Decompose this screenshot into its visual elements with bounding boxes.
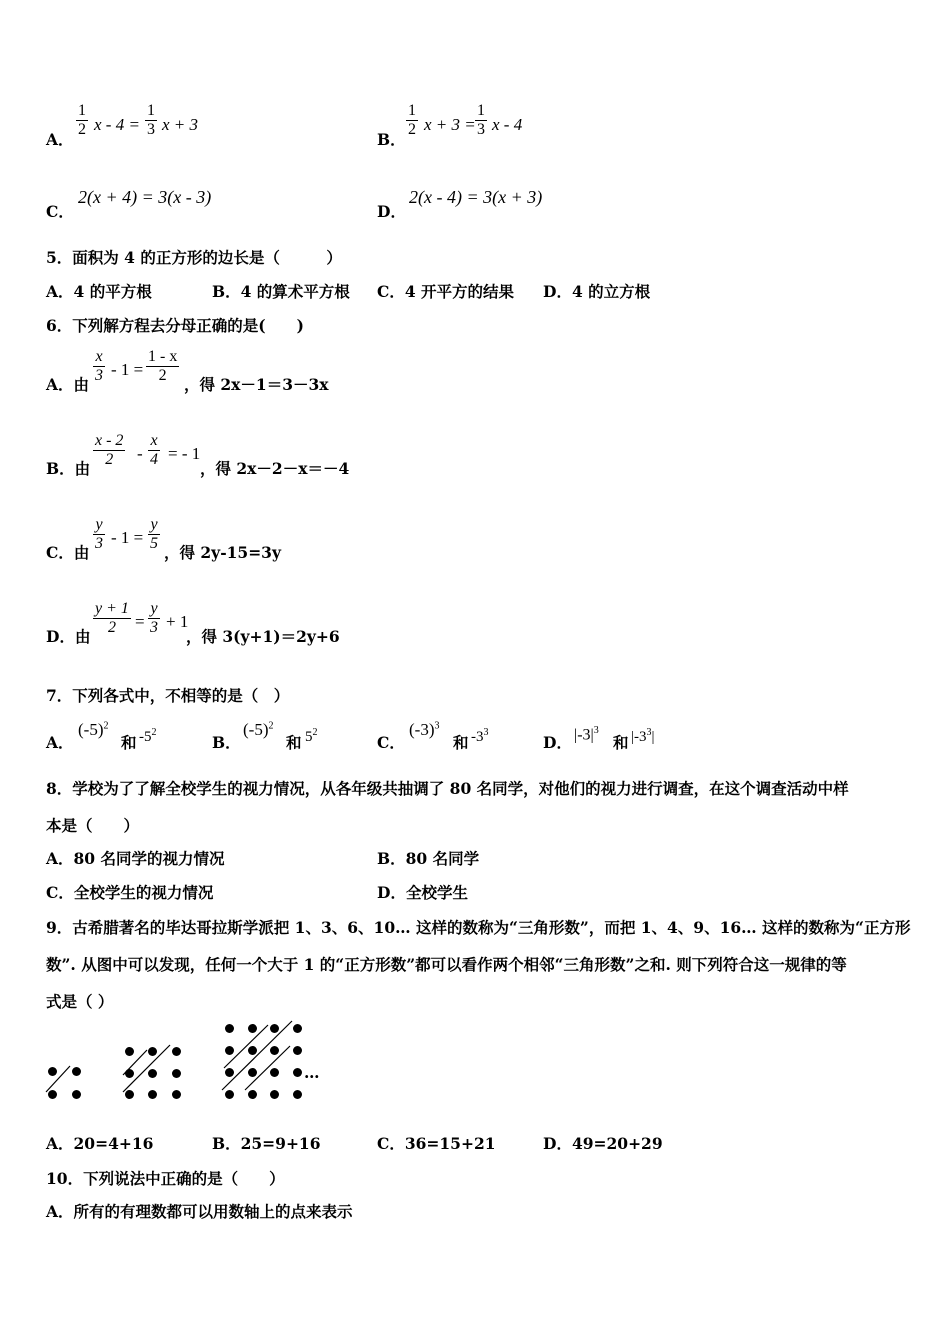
q9-option-a: A．20=4+16 bbox=[46, 1134, 154, 1153]
fraction: $\frac{1}{2}$ bbox=[408, 102, 416, 138]
q9-option-d: D．49=20+29 bbox=[543, 1134, 663, 1153]
q8-option-d: D．全校学生 bbox=[377, 883, 468, 902]
fraction: $\frac{1}{3}$ bbox=[477, 102, 485, 138]
q9-option-b: B．25=9+16 bbox=[212, 1134, 321, 1153]
q8-option-a: A．80 名同学的视力情况 bbox=[46, 849, 225, 868]
fraction: $\frac{x}{4}$ bbox=[150, 432, 158, 468]
fraction: $\frac{1}{3}$ bbox=[147, 102, 155, 138]
fraction: $\frac{1}{2}$ bbox=[78, 102, 86, 138]
fraction: $\frac{y}{5}$ bbox=[150, 516, 158, 552]
q9-option-c: C．36=15+21 bbox=[377, 1134, 496, 1153]
q7-stem: 7．下列各式中，不相等的是（ ） bbox=[46, 686, 290, 705]
q5-option-b: B．4 的算术平方根 bbox=[212, 282, 350, 301]
fraction: $\frac{x}{3}$ bbox=[95, 348, 103, 384]
q5-option-c: C．4 开平方的结果 bbox=[377, 282, 515, 301]
q8-stem-line2: 本是（ ） bbox=[46, 816, 140, 835]
q5-option-a: A．4 的平方根 bbox=[46, 282, 152, 301]
fraction: $\frac{1 - x}{2}$ bbox=[148, 348, 178, 384]
q8-stem-line1: 8．学校为了了解全校学生的视力情况，从各年级共抽调了 80 名同学，对他们的视力进行调查，在这个调查活动中样 bbox=[46, 779, 849, 798]
fraction: $\frac{y}{3}$ bbox=[150, 600, 158, 636]
ellipsis: … bbox=[304, 1063, 320, 1082]
q9-stem-line2: 数”. 从图中可以发现，任何一个大于 1 的“正方形数”都可以看作两个相邻“三角形数”之和. 则下列符合这一规律的等 bbox=[46, 955, 847, 974]
q6-stem: 6．下列解方程去分母正确的是( ) bbox=[46, 316, 304, 335]
q9-stem-line3: 式是（ ） bbox=[46, 992, 114, 1011]
q8-option-b: B．80 名同学 bbox=[377, 849, 480, 868]
fraction: $\frac{y + 1}{2}$ bbox=[95, 600, 129, 636]
fraction: $\frac{x - 2}{2}$ bbox=[95, 432, 124, 468]
q9-stem-line1: 9．古希腊著名的毕达哥拉斯学派把 1、3、6、10… 这样的数称为“三角形数”，而把 1、4、9、16… 这样的数称为“正方形 bbox=[46, 918, 911, 937]
q5-stem: 5．面积为 4 的正方形的边长是（ ） bbox=[46, 248, 342, 267]
q10-stem: 10．下列说法中正确的是（ ） bbox=[46, 1169, 285, 1188]
q10-option-a: A．所有的有理数都可以用数轴上的点来表示 bbox=[46, 1202, 353, 1221]
fraction: $\frac{y}{3}$ bbox=[95, 516, 103, 552]
q5-option-d: D．4 的立方根 bbox=[543, 282, 651, 301]
q8-option-c: C．全校学生的视力情况 bbox=[46, 883, 214, 902]
